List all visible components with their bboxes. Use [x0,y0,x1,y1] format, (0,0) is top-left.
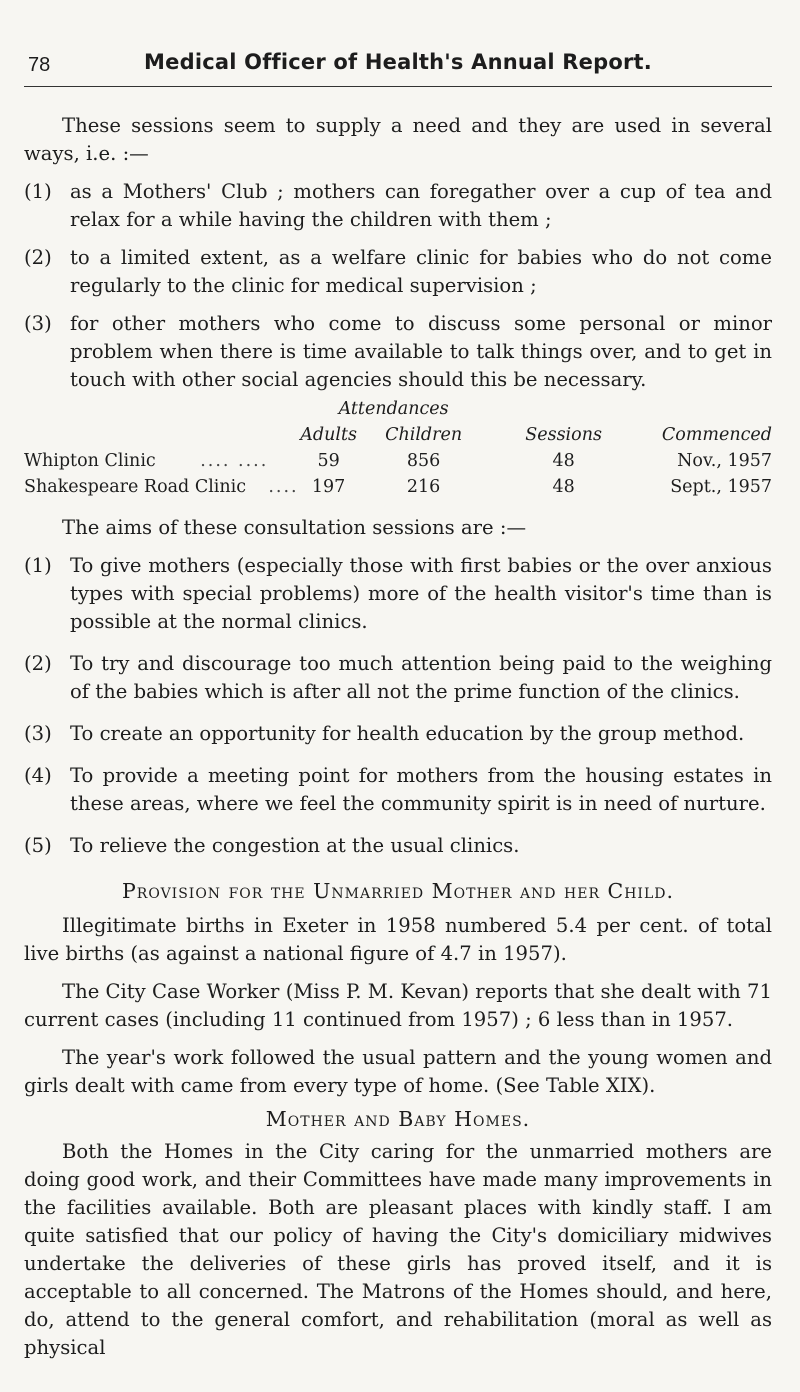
list-item [24,552,772,636]
intro-paragraph: These sessions seem to supply a need and they are used in several ways, i.e. :— [24,114,772,165]
list-text: To try and discourage too much attention being paid to the weighing of the babies which is after all not the prime function of the clinics. [70,652,772,703]
list-number: (3) [24,722,52,745]
page-header [24,0,772,88]
attendances-group-label: Attendances [338,399,449,419]
list-item [24,762,772,818]
table-row [24,474,772,500]
list-number: (3) [24,312,52,335]
header-rule [24,86,772,87]
sessions-cell: 48 [552,477,575,497]
list-text: as a Mothers' Club ; mothers can foregather over a cup of tea and relax for a while having the children with them ; [70,180,772,231]
column-header: Commenced [661,425,772,445]
column-header: Sessions [525,425,602,445]
body-paragraph: Illegitimate births in Exeter in 1958 numbered 5.4 per cent. of total live births (as against a national figure of 4.7 in 1957). [24,914,772,965]
list-item [24,178,772,234]
column-header: Children [385,425,463,445]
list-text: To give mothers (especially those with first babies or the over anxious types with special problems) more of the health visitor's time than is possible at the normal clinics. [70,554,772,633]
list-text: To create an opportunity for health education by the group method. [70,722,745,745]
section-heading: Mother and Baby Homes. [265,1107,531,1131]
body-paragraph: The year's work followed the usual pattern and the young women and girls dealt with came from every type of home. (See Table XIX). [24,1046,772,1097]
list-number: (4) [24,764,52,787]
commenced-cell: Sept., 1957 [670,477,772,497]
list-text: To relieve the congestion at the usual clinics. [70,834,520,857]
sessions-cell: 48 [552,451,575,471]
leader-dots: .... .... [200,451,269,471]
body-paragraph: The City Case Worker (Miss P. M. Kevan) reports that she dealt with 71 current cases (including 11 continued from 1957) ; 6 less than in 1957. [24,980,772,1031]
list-text: to a limited extent, as a welfare clinic for babies who do not come regularly to the clinic for medical supervision ; [70,246,772,297]
list-item [24,244,772,300]
attendances-table [24,396,772,500]
list-text: To provide a meeting point for mothers from the housing estates in these areas, where we feel the community spirit is in need of nurture. [70,764,772,815]
list-item [24,832,772,860]
adults-cell: 59 [317,451,340,471]
list-number: (1) [24,554,52,577]
table-row [24,448,772,474]
leader-dots: .... [268,477,299,497]
list-text: for other mothers who come to discuss some personal or minor problem when there is time available to talk things over, and to get in touch with other social agencies should this be necessary. [70,312,772,391]
running-head: Medical Officer of Health's Annual Report. [144,50,652,74]
column-header: Adults [300,425,357,445]
aims-intro: The aims of these consultation sessions are :— [62,516,527,539]
list-item [24,720,772,748]
aims-list [24,552,772,860]
uses-list [24,178,772,394]
list-number: (2) [24,246,52,269]
list-number: (1) [24,180,52,203]
section-heading: Provision for the Unmarried Mother and her Child. [122,879,674,903]
body-paragraph: Both the Homes in the City caring for the unmarried mothers are doing good work, and their Committees have made many improvements in the facilities available. Both are pleasant places with kindly staff. I am quite satisfied that our policy of having the City's domiciliary midwives undertake the deliveries of these girls has proved itself, and it is acceptable to all concerned. The Matrons of the Homes should, and here, do, attend to the general comfort, and rehabilitation (moral as well as physical [24,1140,772,1359]
children-cell: 216 [406,477,441,497]
adults-cell: 197 [311,477,346,497]
clinic-name: Shakespeare Road Clinic [24,477,247,497]
clinic-name: Whipton Clinic [24,451,156,471]
page-number: 78 [28,54,51,76]
list-item [24,650,772,706]
list-item [24,310,772,394]
children-cell: 856 [406,451,441,471]
commenced-cell: Nov., 1957 [677,451,772,471]
list-number: (5) [24,834,52,857]
list-number: (2) [24,652,52,675]
